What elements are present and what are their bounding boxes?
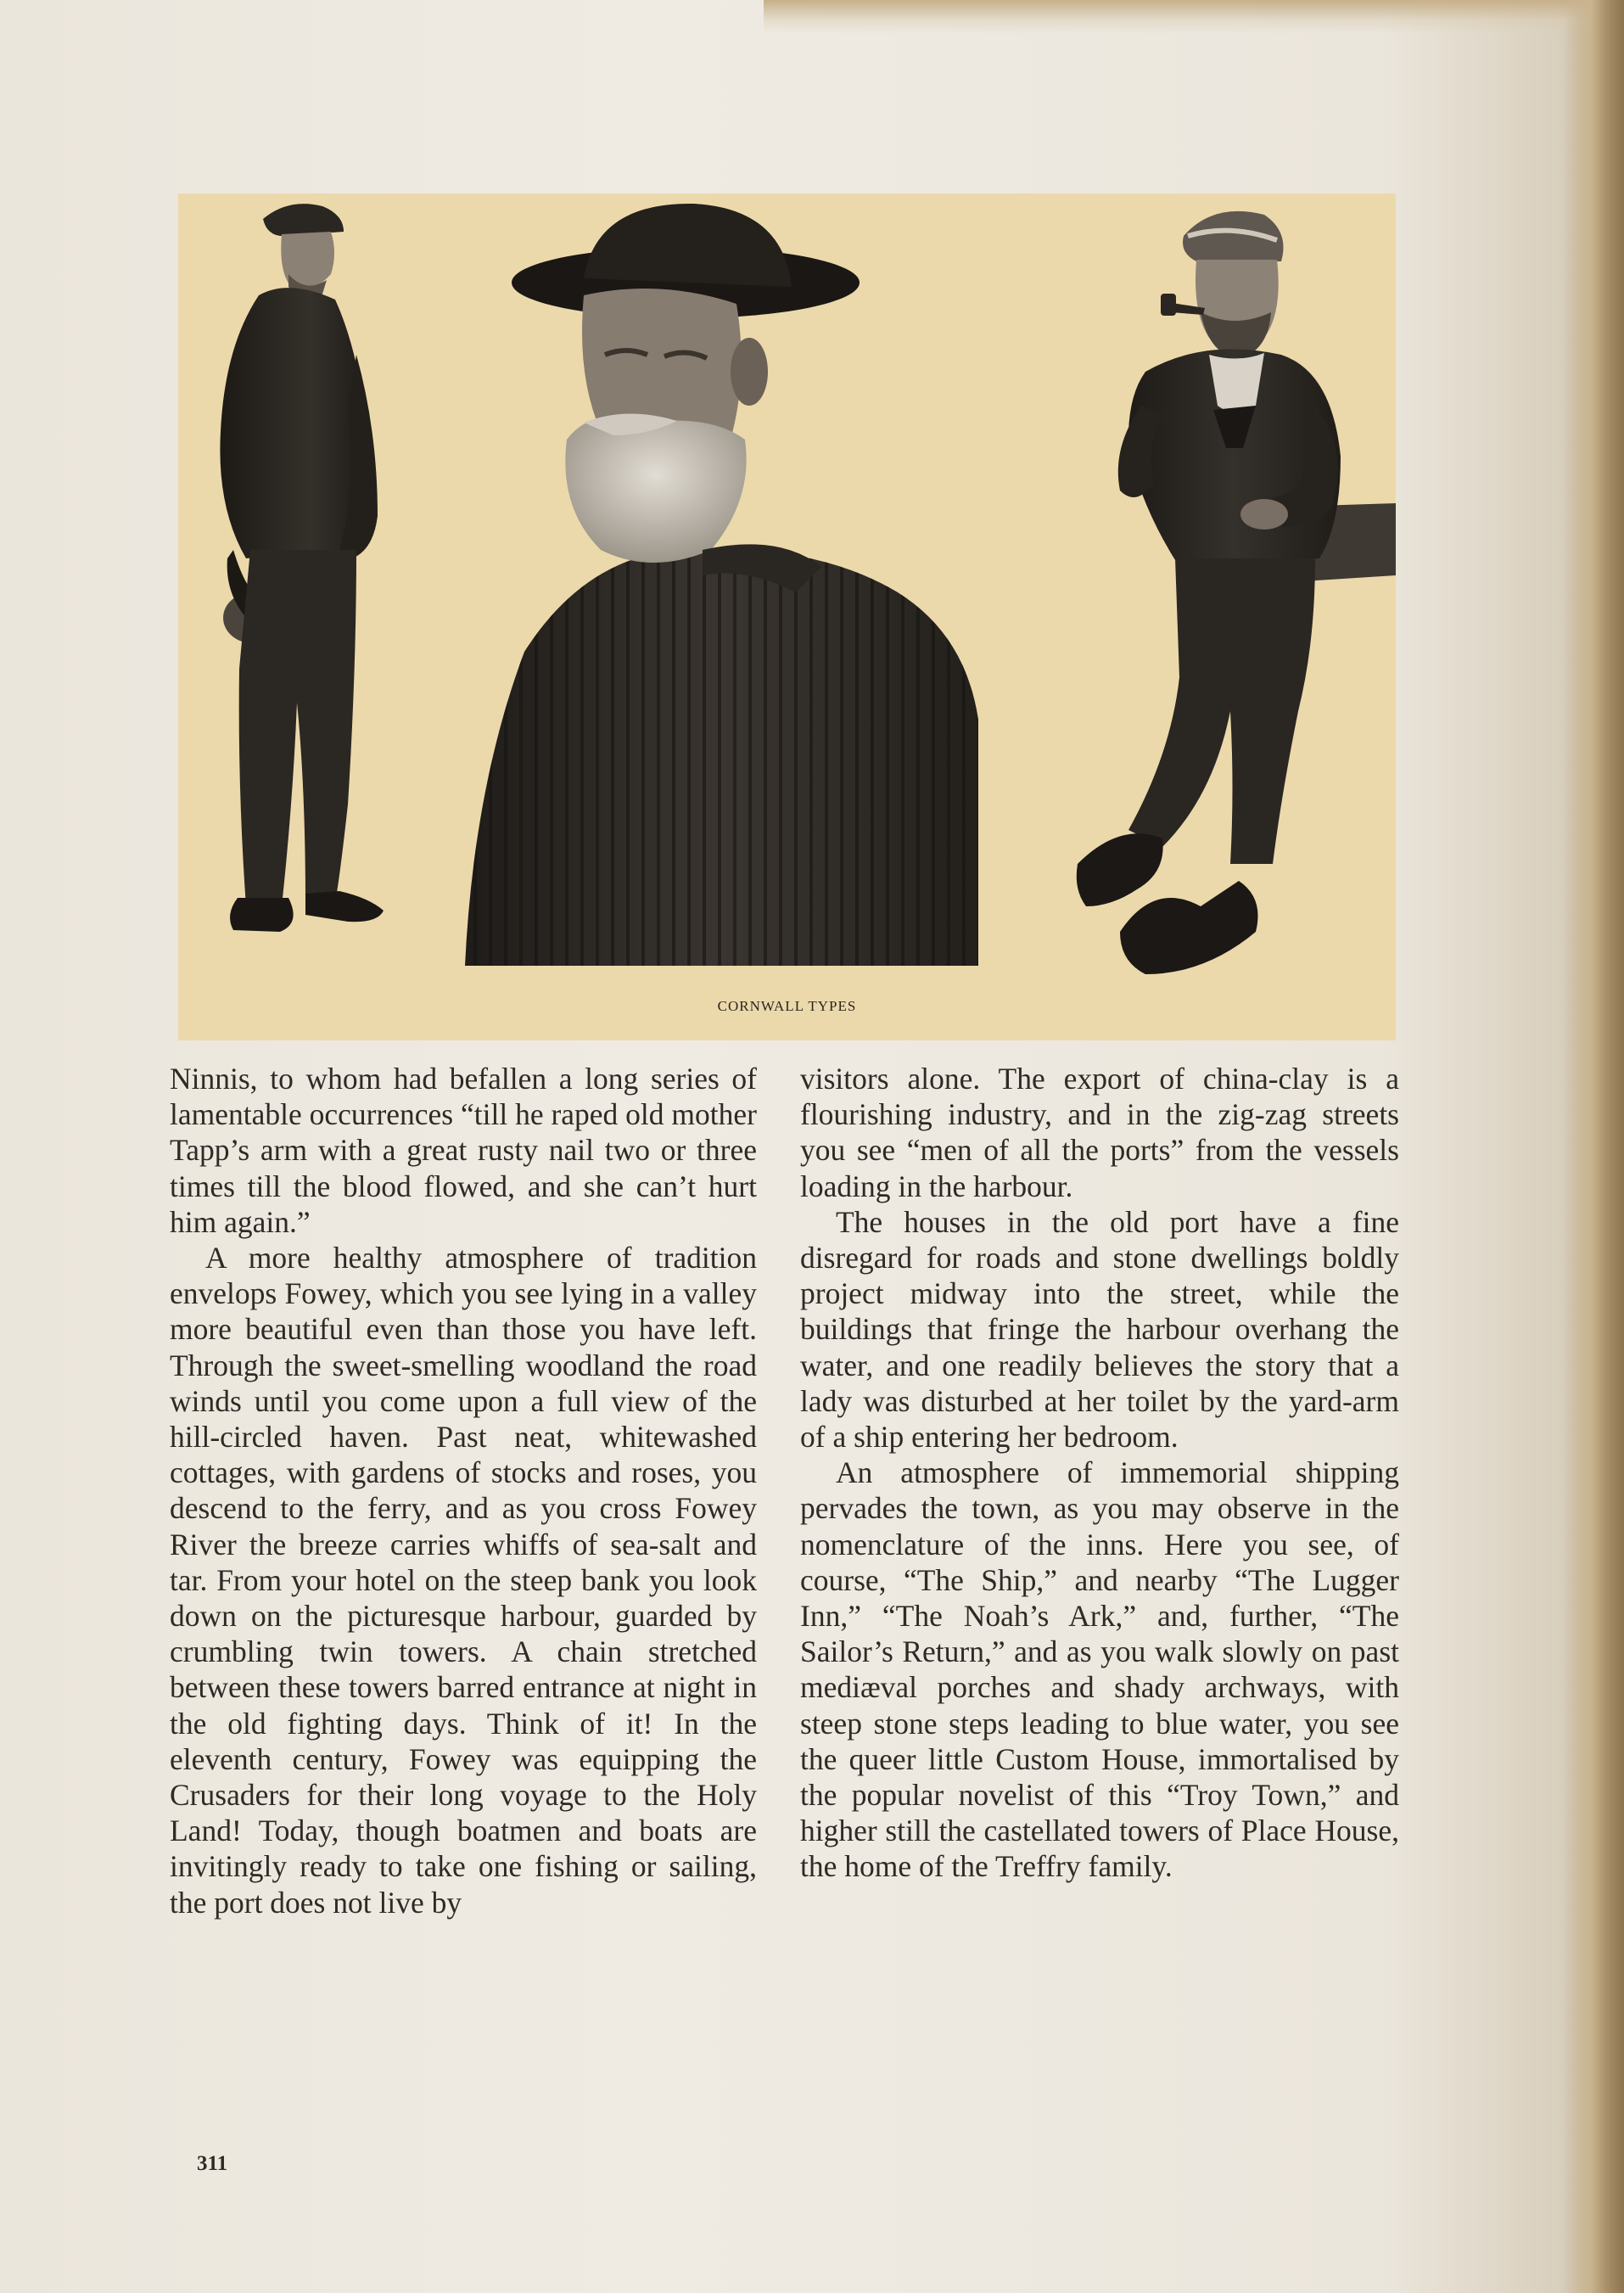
sailor-illustration [1061, 202, 1396, 983]
paragraph: visitors alone. The export of china-clay is a flourishing industry, and in the zig-zag streets you see “men of all the ports” from the vessels loading in the harbour. [800, 1062, 1399, 1203]
page-top-shadow [764, 0, 1624, 34]
paragraph: A more healthy atmosphere of tradition envelops Fowey, which you see lying in a valley more beautiful even than those you have left. Through the sweet-smelling woodland the road winds until you come upon a full view of the hill-circled haven. Past neat, whitewashed cottages, with gardens of stocks and roses, you descend to the ferry, and as you cross Fowey River the breeze carries whiffs of sea-salt and tar. From your hotel on the steep bank you look down on the picturesque harbour, guarded by crumbling twin towers. A chain stretched between these towers barred entrance at night in the old fighting days. Think of it! In the eleventh century, Fowey was equipping the Crusaders for their long voyage to the Holy Land! Today, though boatmen and boats are invitingly ready to take one fishing or sailing, the port does not live by [170, 1241, 757, 1920]
photo-man-in-cap [187, 193, 424, 957]
plate-caption: CORNWALL TYPES [717, 998, 857, 1014]
paragraph: Ninnis, to whom had befallen a long series of lamentable occurrences “till he raped old mother Tapp’s arm with a great rusty nail two or three times till the blood flowed, and she can’t hurt him again.” [170, 1062, 757, 1239]
paragraph: An atmosphere of immemorial shipping pervades the town, as you may observe in the nomenclature of the inns. Here you see, of course, “The Ship,” and nearby “The Lugger Inn,” “The Noah’s Ark,” and, further, “The Sailor’s Return,” and as you walk slowly on past mediæval porches and shady archways, with steep stone steps leading to blue water, you see the queer little Custom House, immortalised by the popular novelist of this “Troy Town,” and higher still the castellated towers of Place House, the home of the Treffry family. [800, 1455, 1399, 1884]
left-column [170, 1061, 757, 1920]
page-number: 311 [197, 2152, 228, 2175]
bearded-man-illustration [456, 193, 995, 966]
paragraph: The houses in the old port have a fine disregard for roads and stone dwellings boldly project midway into the street, while the buildings that fringe the harbour overhang the water, and one readily believes the story that a lady was disturbed at her toilet by the yard-arm of a ship entering her bedroom. [800, 1204, 1399, 1455]
right-column [800, 1061, 1399, 1885]
photo-bearded-man-bowler [456, 193, 995, 966]
man-in-cap-illustration [187, 193, 424, 957]
photo-plate [178, 193, 1396, 1040]
photo-sailor-with-pipe [1061, 202, 1396, 983]
page-binding-edge [1565, 0, 1624, 2293]
